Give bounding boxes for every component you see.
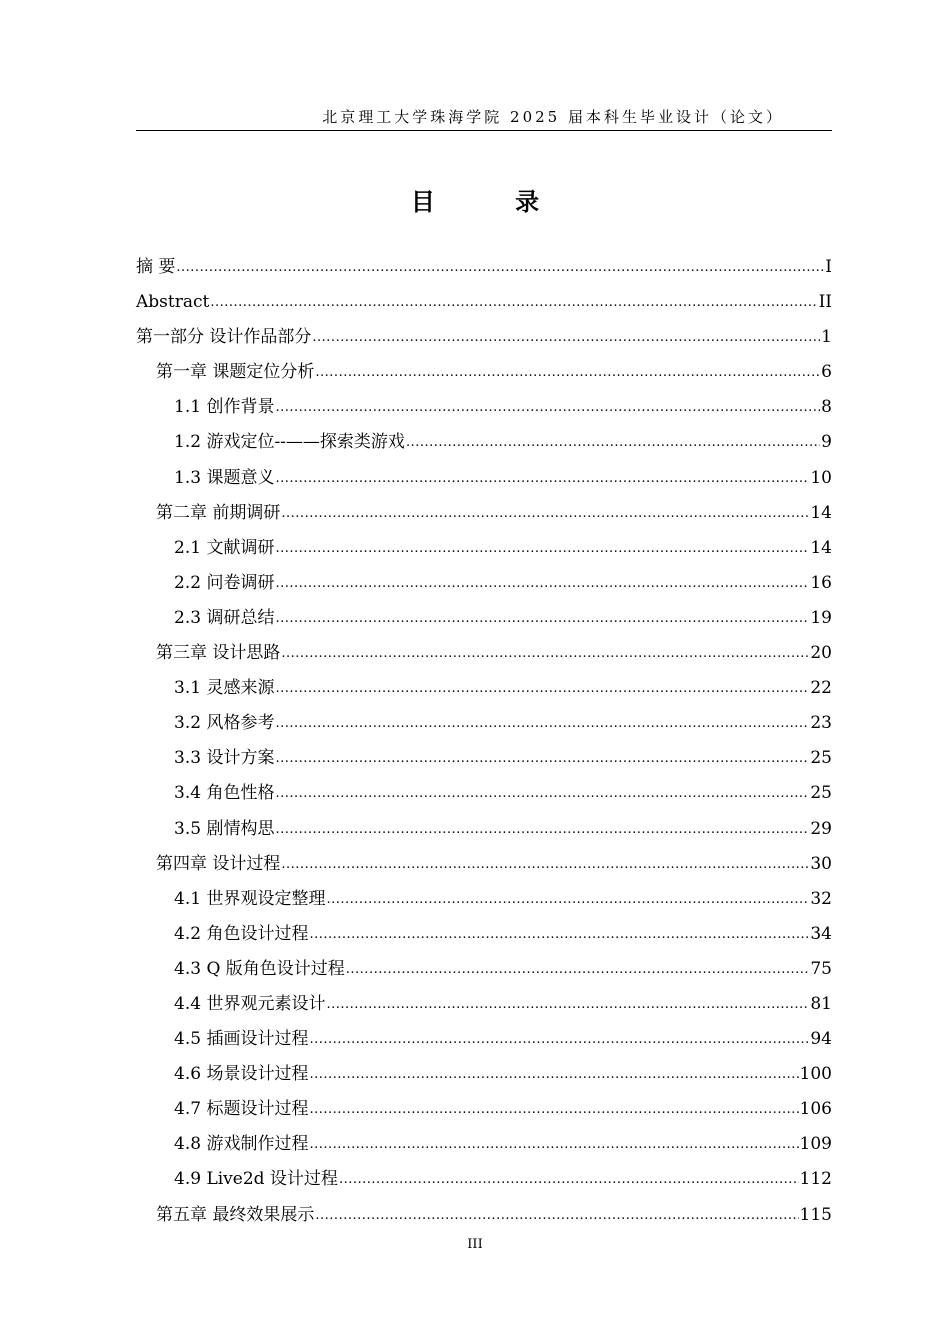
toc-entry-page: 106 [799,1099,832,1120]
toc-entry-page: 29 [810,818,832,839]
toc-entry-label: 第四章 设计过程 [156,853,281,874]
toc-entry[interactable] [136,535,832,570]
toc-entry[interactable] [136,394,832,429]
toc-entry-page: 16 [810,572,832,593]
toc-entry[interactable] [136,429,832,464]
toc-entry-label: 2.3 调研总结 [174,607,275,628]
toc-entry-label: 第二章 前期调研 [156,502,281,523]
dot-leader [281,641,809,667]
toc-entry[interactable] [136,1166,832,1201]
dot-leader [275,711,809,737]
toc-entry-label: 4.1 世界观设定整理 [174,888,326,909]
dot-leader [326,887,809,913]
table-of-contents [136,254,832,1237]
toc-entry-page: 14 [810,502,832,523]
toc-entry-label: 2.1 文献调研 [174,537,275,558]
toc-entry[interactable] [136,921,832,956]
toc-entry[interactable] [136,500,832,535]
dot-leader [275,606,809,632]
dot-leader [309,1027,809,1053]
toc-entry[interactable] [136,1096,832,1131]
toc-entry[interactable] [136,956,832,991]
toc-entry[interactable] [136,745,832,780]
dot-leader [326,992,809,1018]
toc-entry-label: 4.7 标题设计过程 [174,1099,309,1120]
toc-entry-label: 3.4 角色性格 [174,783,275,804]
toc-entry[interactable] [136,359,832,394]
toc-entry[interactable] [136,991,832,1026]
toc-entry-page: 6 [821,362,832,383]
toc-entry-page: 32 [810,888,832,909]
dot-leader [275,676,809,702]
toc-entry[interactable] [136,254,832,289]
toc-entry-label: Abstract [136,292,210,313]
toc-entry[interactable] [136,1131,832,1166]
dot-leader [339,1167,799,1193]
dot-leader [309,1062,798,1088]
dot-leader [406,430,820,456]
dot-leader [315,360,820,386]
dot-leader [309,1097,798,1123]
toc-entry-page: 115 [799,1204,832,1225]
toc-entry-page: 19 [810,607,832,628]
toc-entry-page: 20 [810,643,832,664]
dot-leader [275,536,809,562]
dot-leader [176,255,824,281]
toc-entry-page: 30 [810,853,832,874]
toc-entry-label: 2.2 问卷调研 [174,572,275,593]
toc-entry-label: 3.5 剧情构思 [174,818,275,839]
toc-entry-label: 4.9 Live2d 设计过程 [174,1169,338,1190]
toc-entry-page: 112 [799,1169,832,1190]
toc-entry-label: 第五章 最终效果展示 [156,1204,315,1225]
toc-entry-label: 4.5 插画设计过程 [174,1029,309,1050]
toc-entry[interactable] [136,886,832,921]
dot-leader [315,1203,798,1229]
toc-entry-page: 22 [810,678,832,699]
toc-entry-label: 4.3 Q 版角色设计过程 [174,958,345,979]
toc-entry-page: 23 [810,713,832,734]
dot-leader [210,290,817,316]
toc-entry-page: 81 [810,993,832,1014]
toc-entry-page: 34 [810,923,832,944]
dot-leader [275,571,809,597]
toc-entry-page: I [825,257,832,277]
toc-entry[interactable] [136,851,832,886]
toc-entry[interactable] [136,570,832,605]
toc-entry-page: 100 [799,1064,832,1085]
toc-entry[interactable] [136,324,832,359]
toc-entry-page: 94 [810,1029,832,1050]
toc-entry[interactable] [136,710,832,745]
toc-entry-label: 1.1 创作背景 [174,397,275,418]
toc-entry[interactable] [136,289,832,324]
toc-entry-label: 摘 要 [136,257,176,277]
dot-leader [275,746,809,772]
toc-entry-label: 3.3 设计方案 [174,748,275,769]
toc-entry-label: 4.8 游戏制作过程 [174,1134,309,1155]
dot-leader [275,781,809,807]
toc-entry-page: 9 [821,432,832,453]
toc-entry-page: 1 [821,327,832,348]
toc-entry-label: 4.2 角色设计过程 [174,923,309,944]
toc-entry[interactable] [136,640,832,675]
toc-entry-page: II [818,292,832,313]
toc-entry-page: 14 [810,537,832,558]
toc-entry-label: 1.2 游戏定位--——探索类游戏 [174,432,405,453]
dot-leader [275,466,809,492]
toc-entry[interactable] [136,780,832,815]
dot-leader [281,501,809,527]
toc-entry-page: 25 [810,748,832,769]
toc-entry-page: 8 [821,397,832,418]
toc-entry[interactable] [136,1061,832,1096]
toc-entry-label: 第一部分 设计作品部分 [136,327,312,348]
toc-entry-label: 1.3 课题意义 [174,467,275,488]
dot-leader [309,1132,798,1158]
dot-leader [346,957,810,983]
dot-leader [309,922,809,948]
page-title: 目 录 [410,188,576,216]
header-rule [136,130,832,131]
toc-entry[interactable] [136,816,832,851]
toc-entry-label: 3.2 风格参考 [174,713,275,734]
toc-entry-label: 第三章 设计思路 [156,643,281,664]
toc-entry-label: 4.4 世界观元素设计 [174,993,326,1014]
dot-leader [275,817,809,843]
toc-entry-page: 109 [799,1134,832,1155]
toc-entry[interactable] [136,605,832,640]
toc-entry[interactable] [136,1202,832,1237]
toc-entry[interactable] [136,675,832,710]
dot-leader [275,395,820,421]
running-header: 北京理工大学珠海学院 2025 届本科生毕业设计（论文） [322,108,784,126]
toc-entry[interactable] [136,465,832,500]
toc-entry-page: 75 [810,958,832,979]
toc-entry-page: 10 [810,467,832,488]
toc-entry-page: 25 [810,783,832,804]
dot-leader [281,852,809,878]
toc-entry-label: 第一章 课题定位分析 [156,362,315,383]
toc-entry-label: 4.6 场景设计过程 [174,1064,309,1085]
toc-entry-label: 3.1 灵感来源 [174,678,275,699]
dot-leader [312,325,820,351]
page-number: III [467,1237,483,1252]
toc-entry[interactable] [136,1026,832,1061]
